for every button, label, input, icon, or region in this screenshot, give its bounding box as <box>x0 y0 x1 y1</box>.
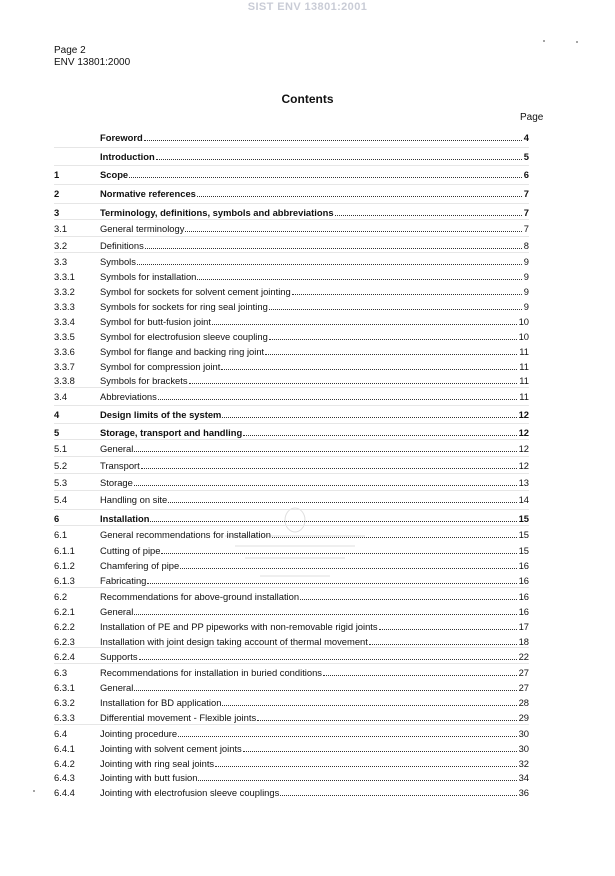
toc-entry[interactable] <box>54 771 529 784</box>
toc-entry-title: Symbols for sockets for ring seal jointing <box>100 301 268 312</box>
toc-entry[interactable] <box>54 390 529 403</box>
dot-leader <box>292 294 522 295</box>
toc-entry-number: 6.3.1 <box>54 682 75 693</box>
toc-entry-number: 6.3 <box>54 667 68 678</box>
toc-entry-page: 12 <box>518 460 529 471</box>
toc-entry-page: 9 <box>523 271 529 282</box>
toc-entry-title: Definitions <box>100 240 144 251</box>
toc-entry-number: 6.2 <box>54 591 68 602</box>
toc-entry[interactable] <box>54 786 529 799</box>
toc-separator <box>54 423 529 424</box>
toc-entry-title: Installation <box>100 513 150 524</box>
toc-entry-page: 18 <box>518 636 529 647</box>
toc-entry-number: 6.1 <box>54 529 68 540</box>
toc-entry-number: 3.3.4 <box>54 316 75 327</box>
toc-entry-title: Symbol for compression joint <box>100 361 221 372</box>
toc-entry-title: Normative references <box>100 188 196 199</box>
toc-entry[interactable] <box>54 742 529 755</box>
toc-entry[interactable] <box>54 315 529 328</box>
dot-leader <box>198 780 516 781</box>
toc-entry[interactable] <box>54 512 529 525</box>
toc-entry[interactable] <box>54 459 529 472</box>
toc-entry[interactable] <box>54 285 529 298</box>
dot-leader <box>243 435 516 436</box>
toc-entry-number: 6.1.1 <box>54 545 75 556</box>
toc-entry-number: 3.3.1 <box>54 271 75 282</box>
toc-entry-page: 7 <box>523 207 529 218</box>
toc-entry-page: 34 <box>518 772 529 783</box>
dot-leader <box>150 521 516 522</box>
dot-leader <box>197 279 521 280</box>
toc-entry[interactable] <box>54 757 529 770</box>
toc-entry-title: General recommendations for installation <box>100 529 271 540</box>
toc-entry[interactable] <box>54 239 529 252</box>
toc-entry[interactable] <box>54 681 529 694</box>
dot-leader <box>257 720 516 721</box>
toc-entry-number: 6.4 <box>54 728 68 739</box>
toc-entry[interactable] <box>54 187 529 200</box>
toc-entry[interactable] <box>54 650 529 663</box>
dot-leader <box>379 629 517 630</box>
toc-entry-title: Storage <box>100 477 133 488</box>
toc-entry-number: 6.4.4 <box>54 787 75 798</box>
toc-entry-number: 4 <box>54 409 60 420</box>
toc-separator <box>54 219 529 220</box>
toc-entry-page: 16 <box>518 575 529 586</box>
toc-entry-page: 9 <box>523 286 529 297</box>
toc-entry-page: 11 <box>519 361 529 372</box>
toc-entry-number: 6.3.2 <box>54 697 75 708</box>
toc-entry-number: 1 <box>54 169 60 180</box>
toc-entry-page: 15 <box>518 529 529 540</box>
toc-entry-number: 6.4.2 <box>54 758 75 769</box>
toc-entry[interactable] <box>54 330 529 343</box>
toc-entry-title: Supports <box>100 651 138 662</box>
dot-leader <box>139 659 517 660</box>
toc-entry-number: 6 <box>54 513 60 524</box>
toc-entry-title: General <box>100 682 134 693</box>
toc-entry-number: 5.4 <box>54 494 68 505</box>
dot-leader <box>243 751 517 752</box>
toc-entry-number: 3.3.2 <box>54 286 75 297</box>
toc-entry-number: 3.4 <box>54 391 68 402</box>
toc-entry[interactable] <box>54 360 529 373</box>
toc-entry-page: 5 <box>523 151 529 162</box>
page-label: Page 2 <box>54 45 86 56</box>
dot-leader <box>222 417 516 418</box>
toc-entry-number: 2 <box>54 188 60 199</box>
dot-leader <box>134 614 516 615</box>
dot-leader <box>185 231 521 232</box>
toc-entry-number: 3.3.3 <box>54 301 75 312</box>
toc-separator <box>54 439 529 440</box>
toc-entry-title: Differential movement - Flexible joints <box>100 712 257 723</box>
watermark-text: SIST ENV 13801:2001 <box>247 1 368 13</box>
dot-leader <box>156 159 522 160</box>
toc-entry-page: 13 <box>518 477 529 488</box>
toc-entry[interactable] <box>54 493 529 506</box>
toc-entry-title: Scope <box>100 169 129 180</box>
dot-leader <box>144 140 522 141</box>
toc-entry-title: Symbols for brackets <box>100 375 188 386</box>
toc-entry-page: 30 <box>518 728 529 739</box>
toc-entry[interactable] <box>54 168 529 181</box>
toc-entry-title: Installation of PE and PP pipeworks with non-removable rigid joints <box>100 621 378 632</box>
toc-entry[interactable] <box>54 590 529 603</box>
toc-entry-title: Jointing procedure <box>100 728 178 739</box>
dot-leader <box>300 599 516 600</box>
dot-leader <box>147 583 516 584</box>
dot-leader <box>215 766 516 767</box>
page-title: Contents <box>281 92 334 106</box>
toc-entry-number: 5 <box>54 427 60 438</box>
toc-entry-title: Symbol for flange and backing ring joint <box>100 346 265 357</box>
toc-entry-number: 6.2.3 <box>54 636 75 647</box>
toc-entry-title: General <box>100 443 134 454</box>
toc-entry-title: Recommendations for installation in buried conditions <box>100 667 322 678</box>
toc-entry[interactable] <box>54 476 529 489</box>
dot-leader <box>369 644 517 645</box>
toc-entry-page: 11 <box>519 391 529 402</box>
toc-entry[interactable] <box>54 711 529 724</box>
toc-entry-title: Symbol for sockets for solvent cement jointing <box>100 286 291 297</box>
toc-entry-title: Symbols <box>100 256 136 267</box>
toc-entry[interactable] <box>54 150 529 163</box>
dot-leader <box>197 196 522 197</box>
toc-entry[interactable] <box>54 442 529 455</box>
dot-leader <box>168 502 516 503</box>
toc-entry-number: 6.1.3 <box>54 575 75 586</box>
toc-entry[interactable] <box>54 374 529 387</box>
dot-leader <box>323 675 517 676</box>
toc-separator <box>54 647 529 648</box>
toc-entry[interactable] <box>54 131 529 144</box>
dot-leader <box>265 354 517 355</box>
toc-entry-page: 27 <box>518 682 529 693</box>
toc-entry-title: Symbol for electrofusion sleeve coupling <box>100 331 268 342</box>
toc-separator <box>54 203 529 204</box>
dot-leader <box>134 690 516 691</box>
toc-entry-page: 7 <box>523 223 529 234</box>
toc-entry-page: 32 <box>518 758 529 769</box>
toc-entry-page: 6 <box>523 169 529 180</box>
toc-separator <box>54 184 529 185</box>
toc-entry-number: 5.1 <box>54 443 68 454</box>
dot-leader <box>280 795 516 796</box>
toc-entry-title: Jointing with ring seal joints <box>100 758 215 769</box>
toc-entry[interactable] <box>54 222 529 235</box>
toc-entry-page: 12 <box>518 443 529 454</box>
toc-entry-page: 8 <box>523 240 529 251</box>
toc-entry-number: 5.2 <box>54 460 68 471</box>
toc-entry-page: 11 <box>519 375 529 386</box>
toc-entry-page: 15 <box>518 513 529 524</box>
dot-leader <box>189 383 518 384</box>
toc-separator <box>54 147 529 148</box>
toc-entry-title: Jointing with solvent cement joints <box>100 743 242 754</box>
toc-entry-title: Jointing with electrofusion sleeve couplings <box>100 787 280 798</box>
toc-entry-title: Symbols for installation <box>100 271 197 282</box>
dot-leader <box>129 177 522 178</box>
toc-entry-title: Design limits of the system <box>100 409 222 420</box>
dot-leader <box>145 248 522 249</box>
toc-separator <box>54 525 529 526</box>
toc-entry-number: 6.1.2 <box>54 560 75 571</box>
toc-entry-page: 16 <box>518 606 529 617</box>
toc-entry-title: Storage, transport and handling <box>100 427 243 438</box>
dot-leader <box>161 553 516 554</box>
page-column-label: Page <box>520 112 544 123</box>
toc-entry-number: 3.3 <box>54 256 68 267</box>
dot-leader <box>222 705 516 706</box>
toc-entry-title: Cutting of pipe <box>100 545 161 556</box>
scan-speck <box>576 41 578 43</box>
dot-leader <box>221 369 517 370</box>
toc-entry-page: 28 <box>518 697 529 708</box>
toc-entry[interactable] <box>54 345 529 358</box>
dot-leader <box>137 264 522 265</box>
dot-leader <box>134 451 516 452</box>
toc-separator <box>54 724 529 725</box>
toc-entry-title: Foreword <box>100 132 143 143</box>
toc-entry-number: 3.1 <box>54 223 68 234</box>
toc-separator <box>54 663 529 664</box>
toc-entry-page: 9 <box>523 256 529 267</box>
toc-entry[interactable] <box>54 620 529 633</box>
toc-entry-title: General <box>100 606 134 617</box>
toc-separator <box>54 587 529 588</box>
toc-entry-number: 6.4.3 <box>54 772 75 783</box>
toc-separator <box>54 405 529 406</box>
toc-entry-page: 36 <box>518 787 529 798</box>
toc-entry-page: 17 <box>518 621 529 632</box>
toc-entry-page: 22 <box>518 651 529 662</box>
toc-entry[interactable] <box>54 255 529 268</box>
toc-separator <box>54 387 529 388</box>
toc-separator <box>54 456 529 457</box>
toc-entry-page: 4 <box>523 132 529 143</box>
toc-entry-title: Recommendations for above-ground installation <box>100 591 300 602</box>
toc-entry[interactable] <box>54 206 529 219</box>
toc-entry-number: 6.2.1 <box>54 606 75 617</box>
toc-entry-number: 6.2.4 <box>54 651 75 662</box>
scan-speck <box>33 790 35 792</box>
toc-entry-title: General terminology <box>100 223 185 234</box>
toc-entry-title: Chamfering of pipe <box>100 560 180 571</box>
dot-leader <box>178 736 516 737</box>
toc-entry-title: Abbreviations <box>100 391 157 402</box>
dot-leader <box>335 215 522 216</box>
toc-entry[interactable] <box>54 270 529 283</box>
toc-entry-page: 15 <box>518 545 529 556</box>
dot-leader <box>180 568 516 569</box>
toc-entry-number: 5.3 <box>54 477 68 488</box>
toc-entry[interactable] <box>54 727 529 740</box>
dot-leader <box>141 468 517 469</box>
toc-separator <box>54 490 529 491</box>
toc-entry-title: Jointing with butt fusion <box>100 772 198 783</box>
toc-entry[interactable] <box>54 408 529 421</box>
toc-entry[interactable] <box>54 544 529 557</box>
toc-entry-page: 10 <box>518 316 529 327</box>
dot-leader <box>269 309 522 310</box>
toc-entry-page: 10 <box>518 331 529 342</box>
toc-entry[interactable] <box>54 696 529 709</box>
toc-entry-page: 12 <box>518 409 529 420</box>
toc-entry-page: 12 <box>518 427 529 438</box>
toc-entry-page: 29 <box>518 712 529 723</box>
toc-entry-title: Installation for BD application <box>100 697 222 708</box>
toc-separator <box>54 236 529 237</box>
scan-speck <box>543 40 545 42</box>
toc-entry-title: Fabricating <box>100 575 147 586</box>
toc-entry[interactable] <box>54 605 529 618</box>
toc-entry-page: 9 <box>523 301 529 312</box>
toc-entry-title: Terminology, definitions, symbols and abbreviations <box>100 207 334 218</box>
toc-entry-title: Handling on site <box>100 494 168 505</box>
toc-entry-number: 3.3.8 <box>54 375 75 386</box>
toc-separator <box>54 473 529 474</box>
toc-entry-number: 6.3.3 <box>54 712 75 723</box>
toc-separator <box>54 509 529 510</box>
dot-leader <box>134 485 517 486</box>
toc-entry-number: 3.2 <box>54 240 68 251</box>
toc-entry-number: 3.3.5 <box>54 331 75 342</box>
toc-entry-page: 16 <box>518 591 529 602</box>
toc-entry-number: 3.3.6 <box>54 346 75 357</box>
toc-separator <box>54 252 529 253</box>
toc-entry-page: 14 <box>518 494 529 505</box>
toc-entry-page: 7 <box>523 188 529 199</box>
dot-leader <box>212 324 517 325</box>
toc-entry-number: 3.3.7 <box>54 361 75 372</box>
toc-entry-title: Symbol for butt-fusion joint <box>100 316 211 327</box>
toc-entry[interactable] <box>54 300 529 313</box>
toc-entry-number: 6.2.2 <box>54 621 75 632</box>
toc-entry[interactable] <box>54 426 529 439</box>
toc-entry[interactable] <box>54 574 529 587</box>
dot-leader <box>158 399 517 400</box>
toc-entry-number: 3 <box>54 207 60 218</box>
toc-separator <box>54 165 529 166</box>
toc-entry-title: Installation with joint design taking account of thermal movement <box>100 636 368 647</box>
toc-entry-page: 30 <box>518 743 529 754</box>
toc-entry-page: 27 <box>518 667 529 678</box>
document-number: ENV 13801:2000 <box>54 57 131 68</box>
toc-entry-number: 6.4.1 <box>54 743 75 754</box>
toc-entry[interactable] <box>54 528 529 541</box>
toc-entry-title: Transport <box>100 460 140 471</box>
dot-leader <box>272 537 517 538</box>
toc-entry-page: 16 <box>518 560 529 571</box>
toc-entry-page: 11 <box>519 346 529 357</box>
dot-leader <box>269 339 517 340</box>
toc-entry[interactable] <box>54 559 529 572</box>
toc-entry-title: Introduction <box>100 151 155 162</box>
toc-entry[interactable] <box>54 666 529 679</box>
